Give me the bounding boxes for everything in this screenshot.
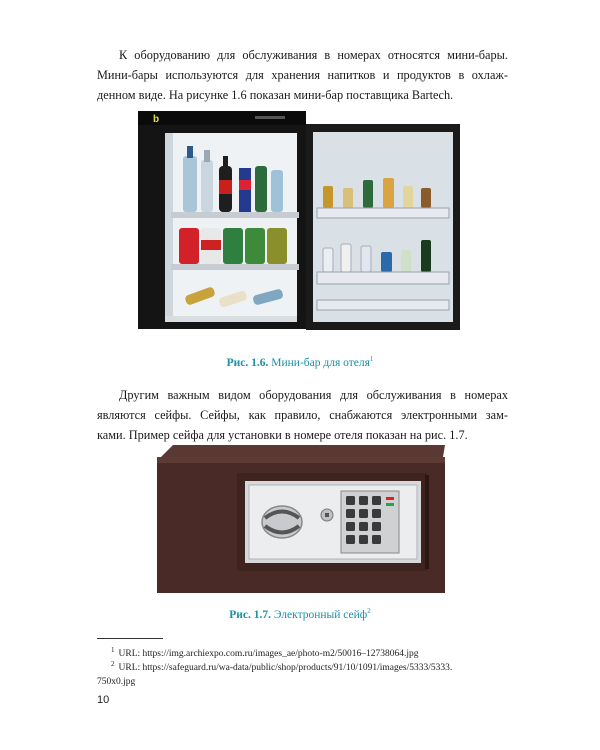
page-number: 10 xyxy=(97,694,110,706)
door-shelf-3 xyxy=(317,300,449,310)
figure-1-footnote-ref: 1 xyxy=(369,355,374,363)
minibar-shelf-1 xyxy=(171,212,299,218)
minibar-shelf-2 xyxy=(171,264,299,270)
footnote-1-number: 1 xyxy=(111,646,115,654)
figure-1-caption xyxy=(0,355,600,369)
footnote-2-text: URL: https://safeguard.ru/wa-data/public/shop/products/91/10/1091/images/5333/5333. xyxy=(118,663,453,674)
minibar-photo xyxy=(135,108,465,334)
figure-2-caption xyxy=(0,607,600,621)
door-shelf-1 xyxy=(317,208,449,218)
footnote-separator xyxy=(97,638,163,639)
safe-line-2: являются сейфы. Сейфы, как правило, снабжаются электронными зам- xyxy=(97,408,508,422)
figure-1-label: Рис. 1.6. xyxy=(226,356,269,369)
safe-line-3: ками. Пример сейфа для установки в номере отеля показан на рис. 1.7. xyxy=(97,428,468,442)
minibar-door-glass xyxy=(313,132,453,322)
intro-line-1: К оборудованию для обслуживания в номерах относятся мини-бары. xyxy=(119,48,508,62)
figure-2-label: Рис. 1.7. xyxy=(229,608,271,621)
intro-line-3: денном виде. На рисунке 1.6 показан мини-бар поставщика Bartech. xyxy=(97,88,454,102)
safe-paragraph xyxy=(97,385,508,445)
safe-photo xyxy=(155,445,450,595)
footnote-1-text: URL: https://img.archiexpo.com.ru/images_ae/photo-m2/50016–12738064.jpg xyxy=(118,649,419,660)
minibar-logo: b xyxy=(153,114,160,125)
footnote-2-continuation: 750x0.jpg xyxy=(97,677,136,688)
safe-line-1: Другим важным видом оборудования для обслуживания в номерах xyxy=(119,388,508,402)
footnote-2-number: 2 xyxy=(111,660,115,668)
figure-2-text: Электронный сейф xyxy=(273,608,368,621)
safe-top xyxy=(161,445,445,457)
middle-shelf-cans xyxy=(179,228,287,264)
figure-1-text: Мини-бар для отеля xyxy=(271,356,370,369)
door-shelf-2 xyxy=(317,272,449,284)
figure-2-footnote-ref: 2 xyxy=(367,607,371,615)
footnote-2 xyxy=(97,657,517,689)
intro-paragraph xyxy=(97,45,508,105)
intro-line-2: Мини-бары используются для хранения напитков и продуктов в охлаж- xyxy=(97,68,508,82)
